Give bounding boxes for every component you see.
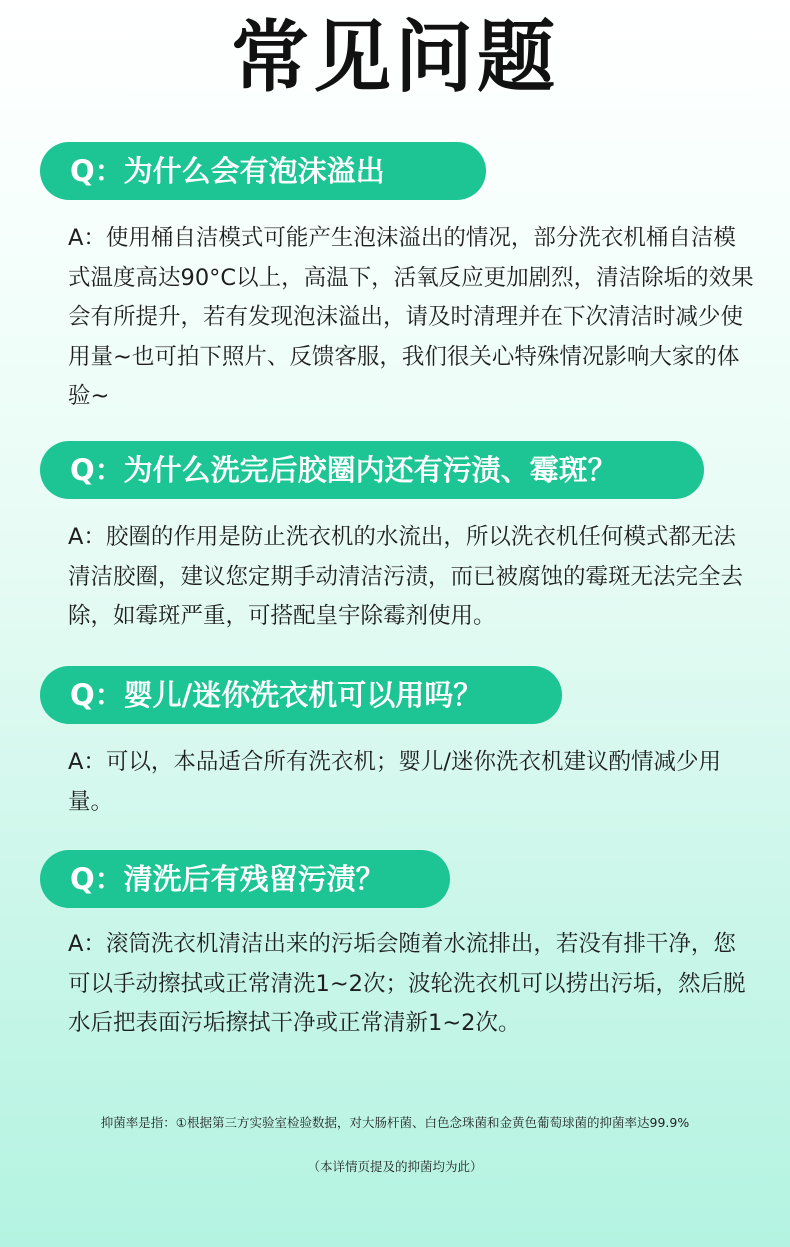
footnote-subnote: （本详情页提及的抑菌均为此） [307,1159,483,1174]
faq-question-2: Q：为什么洗完后胶圈内还有污渍、霉斑？ [40,441,704,499]
faq-question-3: Q：婴儿/迷你洗衣机可以用吗？ [40,666,562,724]
faq-answer-4: A：滚筒洗衣机清洁出来的污垢会随着水流排出，若没有排干净，您可以手动擦拭或正常清洗1~2次；波轮洗衣机可以捞出污垢，然后脱水后把表面污垢擦拭干净或正常清新1~2次。 [68,931,746,1036]
page-title: 常见问题 [230,13,559,103]
faq-answer-2: A：胶圈的作用是防止洗衣机的水流出，所以洗衣机任何模式都无法清洁胶圈，建议您定期手动清洁污渍，而已被腐蚀的霉斑无法完全去除，如霉斑严重，可搭配皇宇除霉剂使用。 [68,524,744,629]
faq-answer-1: A：使用桶自洁模式可能产生泡沫溢出的情况，部分洗衣机桶自洁模式温度高达90°C以上，高温下，活氧反应更加剧烈，清洁除垢的效果会有所提升，若有发现泡沫溢出，请及时清理并在下次清洁时减少使用量~也可拍下照片、反馈客服，我们很关心特殊情况影响大家的体验~ [68,225,754,409]
faq-question-4: Q：清洗后有残留污渍？ [40,850,450,908]
faq-question-1: Q：为什么会有泡沫溢出 [40,142,486,200]
faq-answer-3: A：可以，本品适合所有洗衣机；婴儿/迷你洗衣机建议酌情减少用量。 [68,749,721,815]
footnote-disclaimer: 抑菌率是指：①根据第三方实验室检验数据，对大肠杆菌、白色念珠菌和金黄色葡萄球菌的抑菌率达99.9% [100,1115,690,1130]
